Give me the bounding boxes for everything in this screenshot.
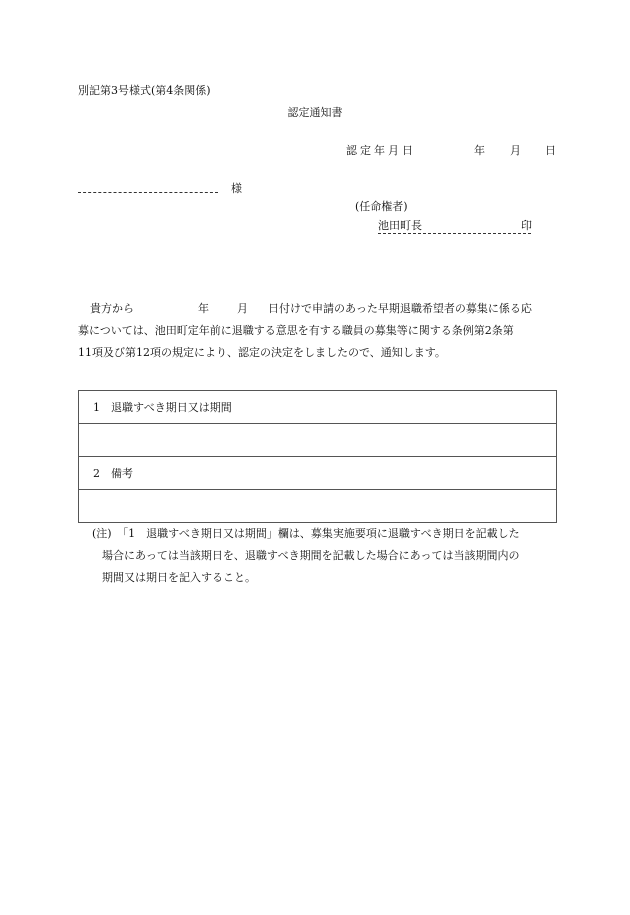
notice-body-line-2: 募については、池田町定年前に退職する意思を有する職員の募集等に関する条例第2条第 [78, 324, 514, 337]
body-prefix: 貴方から [90, 302, 134, 315]
retirement-date-cell[interactable] [79, 424, 557, 457]
notice-body [78, 298, 556, 364]
body-year: 年 [198, 302, 209, 315]
retirement-date-heading: 1 退職すべき期日又は期間 [79, 391, 557, 424]
addressee-name-line [78, 192, 218, 193]
remarks-heading: 2 備考 [79, 457, 557, 490]
issuer-name: 池田町長 [378, 219, 422, 232]
details-table [78, 390, 557, 523]
table-row [79, 457, 557, 490]
form-label: 別記第3号様式(第4条関係) [78, 84, 211, 97]
footnote-line-1: (注) 「1 退職すべき期日又は期間」欄は、募集実施要項に退職すべき期日を記載した [92, 527, 520, 540]
footnote [92, 523, 520, 589]
footnote-line-2: 場合にあっては当該期日を、退職すべき期間を記載した場合にあっては当該期間内の [102, 549, 520, 562]
notice-body-line-1 [78, 298, 556, 320]
seal-mark: 印 [521, 219, 532, 232]
date-month-label: 月 [510, 144, 521, 157]
date-year-label: 年 [474, 144, 485, 157]
table-row [79, 424, 557, 457]
appointing-authority-label: (任命権者) [355, 200, 408, 213]
date-day-label: 日 [545, 144, 556, 157]
remarks-cell[interactable] [79, 490, 557, 523]
table-row [79, 391, 557, 424]
body-month: 月 [237, 302, 248, 315]
document-title: 認定通知書 [287, 106, 343, 119]
notice-body-line-3: 11項及び第12項の規定により、認定の決定をしましたので、通知します。 [78, 346, 446, 359]
issuer-signature-line [378, 233, 531, 234]
table-row [79, 490, 557, 523]
addressee-honorific: 様 [231, 182, 242, 195]
footnote-line-3: 期間又は期日を記入すること。 [102, 571, 256, 584]
approval-date-label: 認定年月日 [346, 144, 416, 157]
body-line1-suffix: 日付けで申請のあった早期退職希望者の募集に係る応 [268, 302, 532, 315]
